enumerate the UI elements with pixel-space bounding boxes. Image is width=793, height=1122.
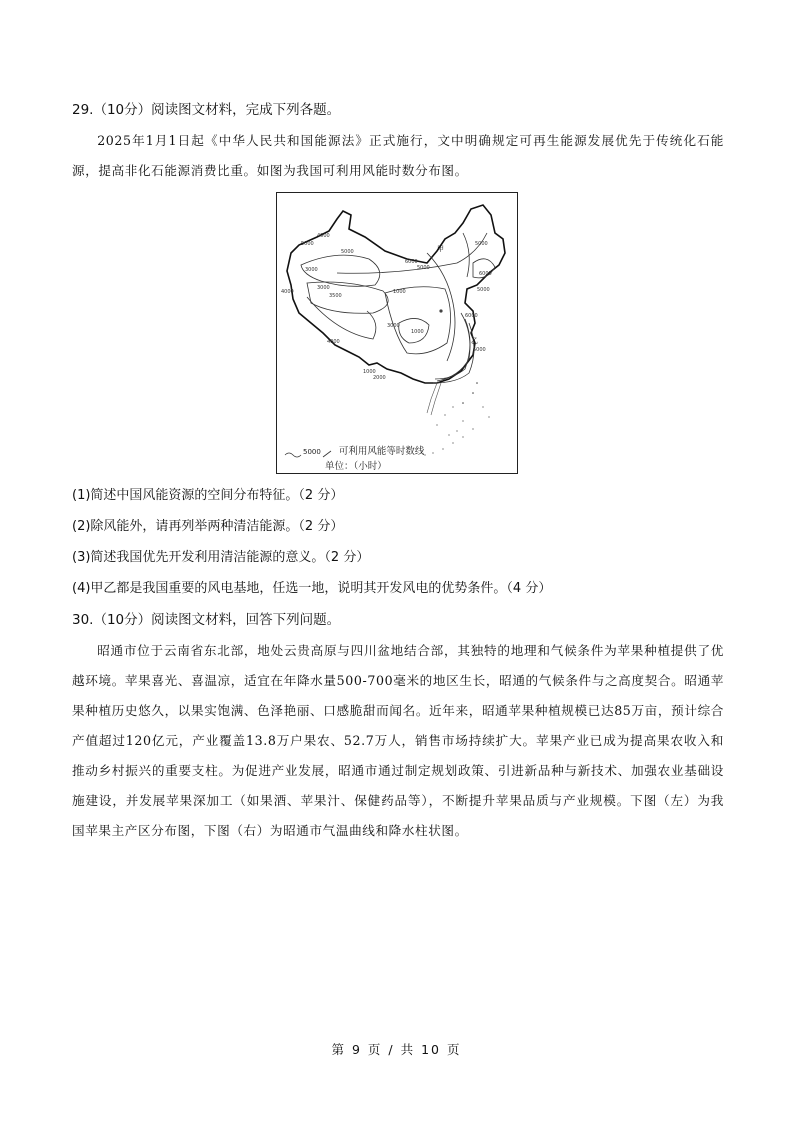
svg-text:3000: 3000 — [317, 285, 330, 291]
legend-label: 可利用风能等时数线 — [338, 446, 425, 457]
china-map-outline-icon — [277, 193, 517, 473]
svg-text:5000: 5000 — [475, 241, 488, 247]
marker-jia: 甲 — [437, 245, 444, 253]
sub-question-2: (2)除风能外，请再列举两种清洁能源。（2 分） — [72, 519, 344, 534]
svg-text:1000: 1000 — [363, 369, 376, 375]
question-29-material: 2025年1月1日起《中华人民共和国能源法》正式施行，文中明确规定可再生能源发展优先于传统化石能源，提高非化石能源消费比重。如图为我国可利用风能时数分布图。 — [72, 133, 724, 178]
question-30-title: 30.（10分）阅读图文材料，回答下列问题。 — [72, 612, 341, 628]
question-29-title: 29.（10分）阅读图文材料，完成下列各题。 — [72, 102, 341, 118]
svg-text:5000: 5000 — [477, 287, 490, 293]
svg-text:3000: 3000 — [305, 267, 318, 273]
svg-text:6000: 6000 — [465, 313, 478, 319]
svg-text:5000: 5000 — [301, 241, 314, 247]
marker-yi: 乙 — [471, 337, 478, 345]
sub-question-4: (4)甲乙都是我国重要的风电基地，任选一地，说明其开发风电的优势条件。（4 分） — [72, 581, 552, 596]
page-footer: 第 9 页 / 共 10 页 — [331, 1042, 462, 1057]
question-30-material: 昭通市位于云南省东北部，地处云贵高原与四川盆地结合部，其独特的地理和气候条件为苹果种植提供了优越环境。苹果喜光、喜温凉，适宜在年降水量500-700毫米的地区生长，昭通的气候条件与之高度契合。昭通苹果种植历史悠久，以果实饱满、色泽艳丽、口感脆甜而闻名。近年来，昭通苹果种植规模已达85万亩，预计综合产值超过120亿元，产业覆盖13.8万户果农、52.7万人，销售市场持续扩大。苹果产业已成为提高果农收入和推动乡村振兴的重要支柱。为促进产业发展，昭通市通过制定规划政策、引进新品种与新技术、加强农业基础设施建设，并发展苹果深加工（如果酒、苹果汁、保健药品等），不断提升苹果品质与产业规模。下图（左）为我国苹果主产区分布图，下图（右）为昭通市气温曲线和降水柱状图。 — [72, 643, 724, 838]
svg-text:3500: 3500 — [329, 293, 342, 299]
svg-text:4000: 4000 — [317, 233, 330, 239]
wind-energy-hours-map — [276, 192, 518, 474]
svg-text:5000: 5000 — [417, 265, 430, 271]
svg-text:5000: 5000 — [341, 249, 354, 255]
legend-line-value: 5000 — [303, 448, 321, 456]
svg-text:1000: 1000 — [393, 289, 406, 295]
map-legend — [303, 443, 424, 457]
map-unit-label: 单位：（小时） — [325, 461, 387, 472]
svg-text:6000: 6000 — [479, 271, 492, 277]
svg-text:1000: 1000 — [411, 329, 424, 335]
svg-text:4000: 4000 — [327, 339, 340, 345]
svg-text:3000: 3000 — [387, 323, 400, 329]
svg-text:2000: 2000 — [373, 375, 386, 381]
sub-question-1: (1)简述中国风能资源的空间分布特征。（2 分） — [72, 488, 344, 503]
svg-text:5000: 5000 — [473, 347, 486, 353]
sub-question-3: (3)简述我国优先开发利用清洁能源的意义。（2 分） — [72, 550, 370, 565]
svg-text:4000: 4000 — [281, 289, 294, 295]
svg-text:6000: 6000 — [405, 259, 418, 265]
